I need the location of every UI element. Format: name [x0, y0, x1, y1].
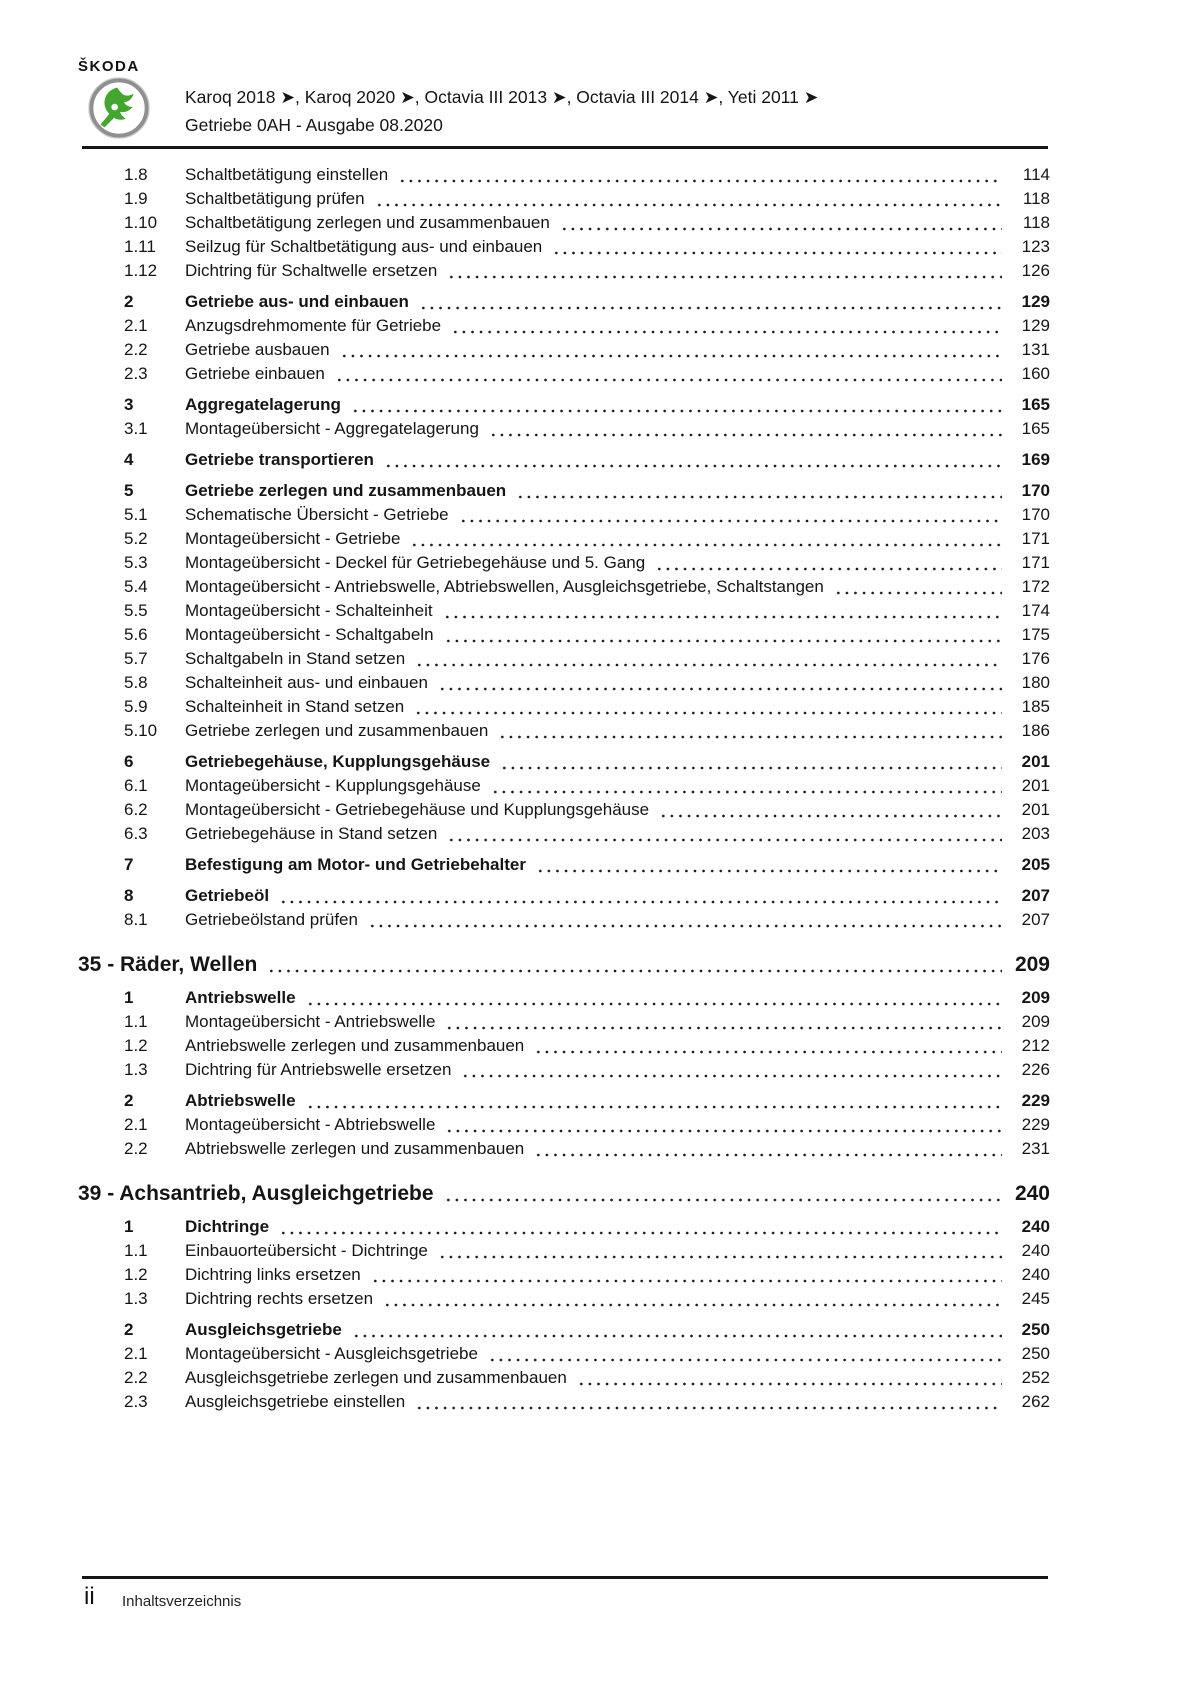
entry-page: 240	[1021, 1265, 1050, 1284]
entry-title: Montageübersicht - Abtriebswelle	[185, 1115, 436, 1134]
dot-leader	[659, 814, 1002, 818]
entry-page: 207	[1021, 910, 1050, 929]
entry-number: 1	[124, 1217, 134, 1236]
entry-page: 131	[1021, 340, 1050, 359]
entry-number: 1.1	[124, 1241, 148, 1260]
entry-page: 170	[1021, 481, 1050, 500]
entry-page: 174	[1021, 601, 1050, 620]
skoda-winged-arrow-icon	[76, 77, 162, 144]
toc-entry-row	[0, 479, 1191, 503]
toc-entry-row	[0, 338, 1191, 362]
dot-leader	[351, 409, 1002, 413]
toc-entry-row	[0, 750, 1191, 774]
dot-leader	[447, 275, 1002, 279]
entry-number: 1.3	[124, 1060, 148, 1079]
entry-page: 171	[1021, 553, 1050, 572]
toc	[0, 163, 1191, 1414]
entry-title: Getriebe zerlegen und zusammenbauen	[185, 481, 507, 500]
entry-page: 176	[1021, 649, 1050, 668]
entry-page: 209	[1021, 1012, 1050, 1031]
header-subtitle-line: Getriebe 0AH - Ausgabe 08.2020	[185, 115, 443, 135]
entry-page: 226	[1021, 1060, 1050, 1079]
entry-number: 5.6	[124, 625, 148, 644]
entry-number: 1.11	[124, 237, 156, 256]
entry-page: 175	[1021, 625, 1050, 644]
entry-number: 1.9	[124, 189, 148, 208]
entry-page: 245	[1021, 1289, 1050, 1308]
toc-entry-row	[0, 986, 1191, 1010]
chapter-label: 35 - Räder, Wellen	[78, 953, 258, 976]
entry-number: 1	[124, 988, 134, 1007]
entry-page: 229	[1021, 1115, 1050, 1134]
toc-entry-row	[0, 853, 1191, 877]
entry-number: 5.2	[124, 529, 148, 548]
entry-title: Aggregatelagerung	[185, 395, 341, 414]
toc-entry-row	[0, 393, 1191, 417]
entry-page: 170	[1021, 505, 1050, 524]
entry-number: 6.3	[124, 824, 148, 843]
entry-number: 4	[124, 450, 134, 469]
entry-title: Ausgleichsgetriebe	[185, 1320, 342, 1339]
entry-page: 212	[1021, 1036, 1050, 1055]
entry-title: Ausgleichsgetriebe zerlegen und zusammenbauen	[185, 1368, 567, 1387]
entry-page: 114	[1022, 165, 1050, 184]
toc-entry-row	[0, 575, 1191, 599]
entry-number: 6.2	[124, 800, 148, 819]
entry-number: 5.10	[124, 721, 158, 740]
entry-number: 2.2	[124, 1368, 148, 1387]
dot-leader	[438, 1255, 1002, 1259]
skoda-logo	[76, 58, 162, 144]
toc-entry-row	[0, 671, 1191, 695]
entry-title: Dichtring rechts ersetzen	[185, 1289, 374, 1308]
entry-number: 2	[124, 1091, 134, 1110]
entry-title: Montageübersicht - Deckel für Getriebegehäuse und 5. Gang	[185, 553, 646, 572]
toc-entry-row	[0, 290, 1191, 314]
toc-entry-row	[0, 599, 1191, 623]
entry-number: 3	[124, 395, 134, 414]
entry-number: 1.2	[124, 1036, 148, 1055]
footer-page-number: ii	[84, 1583, 95, 1610]
entry-page: 169	[1021, 450, 1050, 469]
entry-number: 2	[124, 292, 134, 311]
dot-leader	[306, 1105, 1002, 1109]
toc-entry-row	[0, 1342, 1191, 1366]
toc-entry-row	[0, 235, 1191, 259]
dot-leader	[352, 1334, 1002, 1338]
entry-number: 2.2	[124, 1139, 148, 1158]
toc-entry-row	[0, 647, 1191, 671]
dot-leader	[560, 227, 1002, 231]
entry-page: 240	[1021, 1217, 1050, 1236]
entry-title: Montageübersicht - Antriebswelle	[185, 1012, 436, 1031]
toc-entry-row	[0, 884, 1191, 908]
entry-page: 201	[1021, 752, 1050, 771]
dot-leader	[375, 203, 1002, 207]
dot-leader	[335, 378, 1002, 382]
dot-leader	[368, 924, 1002, 928]
dot-leader	[444, 1198, 1002, 1202]
entry-title: Dichtring für Schaltwelle ersetzen	[185, 261, 438, 280]
entry-number: 1.3	[124, 1289, 148, 1308]
entry-title: Getriebe ausbauen	[185, 340, 330, 359]
skoda-brand-text: ŠKODA	[78, 58, 140, 75]
entry-page: 171	[1021, 529, 1050, 548]
toc-chapter-row	[0, 951, 1191, 978]
entry-page: 209	[1021, 988, 1050, 1007]
entry-number: 5.1	[124, 505, 148, 524]
entry-number: 2.1	[124, 1344, 148, 1363]
entry-number: 2.1	[124, 1115, 148, 1134]
entry-page: 185	[1021, 697, 1050, 716]
dot-leader	[445, 1129, 1002, 1133]
entry-page: 231	[1021, 1139, 1050, 1158]
dot-leader	[383, 1303, 1002, 1307]
toc-entry-row	[0, 1010, 1191, 1034]
entry-number: 6	[124, 752, 134, 771]
toc-entry-row	[0, 211, 1191, 235]
toc-entry-row	[0, 1137, 1191, 1161]
dot-leader	[267, 969, 1002, 973]
entry-title: Getriebe aus- und einbauen	[185, 292, 409, 311]
toc-entry-row	[0, 1089, 1191, 1113]
entry-title: Antriebswelle	[185, 988, 296, 1007]
entry-number: 2	[124, 1320, 134, 1339]
entry-page: 205	[1021, 855, 1050, 874]
entry-page: 201	[1021, 776, 1050, 795]
entry-title: Getriebeölstand prüfen	[185, 910, 358, 929]
entry-title: Dichtring für Antriebswelle ersetzen	[185, 1060, 452, 1079]
entry-page: 250	[1021, 1320, 1050, 1339]
entry-title: Getriebe zerlegen und zusammenbauen	[185, 721, 489, 740]
toc-entry-row	[0, 362, 1191, 386]
entry-title: Montageübersicht - Kupplungsgehäuse	[185, 776, 481, 795]
toc-entry-row	[0, 314, 1191, 338]
dot-leader	[306, 1002, 1002, 1006]
dot-leader	[415, 1406, 1002, 1410]
entry-title: Schematische Übersicht - Getriebe	[185, 505, 449, 524]
footer-divider	[82, 1576, 1048, 1579]
dot-leader	[534, 1153, 1002, 1157]
entry-number: 5.5	[124, 601, 148, 620]
entry-page: 180	[1021, 673, 1050, 692]
entry-title: Schaltgabeln in Stand setzen	[185, 649, 406, 668]
toc-entry-row	[0, 798, 1191, 822]
toc-entry-row	[0, 551, 1191, 575]
entry-title: Schalteinheit aus- und einbauen	[185, 673, 428, 692]
entry-number: 5	[124, 481, 134, 500]
dot-leader	[534, 1050, 1002, 1054]
entry-title: Befestigung am Motor- und Getriebehalter	[185, 855, 526, 874]
toc-entry-row	[0, 1239, 1191, 1263]
toc-entry-row	[0, 187, 1191, 211]
entry-title: Montageübersicht - Getriebegehäuse und Kupplungsgehäuse	[185, 800, 650, 819]
entry-number: 1.12	[124, 261, 158, 280]
dot-leader	[516, 495, 1002, 499]
toc-entry-row	[0, 1318, 1191, 1342]
toc-chapter-row	[0, 1180, 1191, 1207]
dot-leader	[491, 790, 1002, 794]
entry-title: Dichtring links ersetzen	[185, 1265, 361, 1284]
entry-number: 1.8	[124, 165, 148, 184]
dot-leader	[834, 591, 1002, 595]
toc-entry-row	[0, 1366, 1191, 1390]
entry-title: Schaltbetätigung zerlegen und zusammenbauen	[185, 213, 550, 232]
toc-entry-row	[0, 1287, 1191, 1311]
toc-entry-row	[0, 774, 1191, 798]
dot-leader	[488, 1358, 1002, 1362]
entry-number: 5.8	[124, 673, 148, 692]
dot-leader	[279, 900, 1002, 904]
toc-entry-row	[0, 623, 1191, 647]
entry-title: Montageübersicht - Ausgleichsgetriebe	[185, 1344, 478, 1363]
entry-title: Dichtringe	[185, 1217, 270, 1236]
toc-entry-row	[0, 719, 1191, 743]
dot-leader	[447, 838, 1002, 842]
entry-page: 129	[1021, 292, 1050, 311]
header-divider	[82, 146, 1048, 149]
entry-number: 5.9	[124, 697, 148, 716]
entry-title: Getriebeöl	[185, 886, 270, 905]
entry-page: 123	[1021, 237, 1050, 256]
entry-page: 165	[1021, 395, 1050, 414]
entry-title: Schaltbetätigung prüfen	[185, 189, 365, 208]
footer-section-label: Inhaltsverzeichnis	[122, 1593, 242, 1610]
entry-number: 2.3	[124, 364, 148, 383]
entry-number: 2.1	[124, 316, 148, 335]
entry-page: 186	[1021, 721, 1050, 740]
entry-title: Seilzug für Schaltbetätigung aus- und einbauen	[185, 237, 543, 256]
entry-number: 6.1	[124, 776, 148, 795]
entry-title: Schalteinheit in Stand setzen	[185, 697, 405, 716]
entry-page: 203	[1021, 824, 1050, 843]
dot-leader	[384, 464, 1002, 468]
dot-leader	[451, 330, 1002, 334]
dot-leader	[655, 567, 1002, 571]
dot-leader	[415, 663, 1002, 667]
entry-number: 7	[124, 855, 134, 874]
entry-title: Einbauorteübersicht - Dichtringe	[185, 1241, 428, 1260]
entry-title: Getriebe einbauen	[185, 364, 325, 383]
toc-entry-row	[0, 503, 1191, 527]
entry-number: 2.3	[124, 1392, 148, 1411]
toc-entry-row	[0, 448, 1191, 472]
entry-page: 126	[1021, 261, 1050, 280]
dot-leader	[444, 639, 1002, 643]
header-models-line: Karoq 2018 ➤, Karoq 2020 ➤, Octavia III 2013 ➤, Octavia III 2014 ➤, Yeti 2011 ➤	[185, 87, 819, 107]
entry-number: 1.10	[124, 213, 158, 232]
entry-number: 2.2	[124, 340, 148, 359]
entry-page: 262	[1021, 1392, 1050, 1411]
dot-leader	[459, 519, 1002, 523]
chapter-page: 240	[1014, 1182, 1050, 1205]
toc-entry-row	[0, 259, 1191, 283]
toc-entry-row	[0, 695, 1191, 719]
entry-title: Getriebe transportieren	[185, 450, 374, 469]
dot-leader	[500, 766, 1002, 770]
entry-page: 250	[1021, 1344, 1050, 1363]
entry-title: Getriebegehäuse, Kupplungsgehäuse	[185, 752, 491, 771]
entry-number: 8	[124, 886, 134, 905]
dot-leader	[461, 1074, 1002, 1078]
entry-page: 201	[1021, 800, 1050, 819]
toc-entry-row	[0, 163, 1191, 187]
entry-page: 229	[1021, 1091, 1050, 1110]
entry-number: 5.4	[124, 577, 148, 596]
entry-title: Abtriebswelle	[185, 1091, 296, 1110]
entry-number: 3.1	[124, 419, 148, 438]
chapter-label: 39 - Achsantrieb, Ausgleichgetriebe	[78, 1182, 434, 1205]
entry-page: 172	[1021, 577, 1050, 596]
entry-page: 118	[1022, 189, 1050, 208]
dot-leader	[414, 711, 1002, 715]
entry-title: Anzugsdrehmomente für Getriebe	[185, 316, 442, 335]
entry-number: 5.7	[124, 649, 148, 668]
entry-number: 1.1	[124, 1012, 148, 1031]
entry-page: 240	[1021, 1241, 1050, 1260]
dot-leader	[577, 1382, 1002, 1386]
dot-leader	[445, 1026, 1002, 1030]
toc-entry-row	[0, 527, 1191, 551]
toc-entry-row	[0, 908, 1191, 932]
entry-title: Getriebegehäuse in Stand setzen	[185, 824, 438, 843]
toc-entry-row	[0, 822, 1191, 846]
entry-page: 118	[1022, 213, 1050, 232]
dot-leader	[279, 1231, 1002, 1235]
entry-page: 165	[1021, 419, 1050, 438]
entry-title: Schaltbetätigung einstellen	[185, 165, 389, 184]
toc-entry-row	[0, 1113, 1191, 1137]
dot-leader	[498, 735, 1002, 739]
toc-entry-row	[0, 1058, 1191, 1082]
entry-page: 129	[1021, 316, 1050, 335]
toc-entry-row	[0, 1034, 1191, 1058]
toc-entry-row	[0, 1263, 1191, 1287]
chapter-page: 209	[1014, 953, 1050, 976]
toc-entry-row	[0, 417, 1191, 441]
dot-leader	[438, 687, 1002, 691]
entry-title: Abtriebswelle zerlegen und zusammenbauen	[185, 1139, 525, 1158]
entry-title: Montageübersicht - Getriebe	[185, 529, 401, 548]
entry-title: Montageübersicht - Schalteinheit	[185, 601, 433, 620]
entry-page: 207	[1021, 886, 1050, 905]
toc-entry-row	[0, 1215, 1191, 1239]
entry-title: Montageübersicht - Schaltgabeln	[185, 625, 434, 644]
entry-title: Montageübersicht - Antriebswelle, Abtriebswellen, Ausgleichsgetriebe, Schaltstangen	[185, 577, 824, 596]
dot-leader	[552, 251, 1002, 255]
dot-leader	[371, 1279, 1002, 1283]
entry-page: 160	[1021, 364, 1050, 383]
entry-title: Ausgleichsgetriebe einstellen	[185, 1392, 406, 1411]
entry-number: 5.3	[124, 553, 148, 572]
document-header	[185, 83, 818, 139]
entry-number: 8.1	[124, 910, 148, 929]
dot-leader	[419, 306, 1002, 310]
dot-leader	[410, 543, 1002, 547]
entry-title: Montageübersicht - Aggregatelagerung	[185, 419, 479, 438]
dot-leader	[489, 433, 1002, 437]
toc-entry-row	[0, 1390, 1191, 1414]
dot-leader	[443, 615, 1002, 619]
entry-page: 252	[1021, 1368, 1050, 1387]
entry-number: 1.2	[124, 1265, 148, 1284]
entry-title: Antriebswelle zerlegen und zusammenbauen	[185, 1036, 525, 1055]
dot-leader	[398, 179, 1002, 183]
dot-leader	[340, 354, 1002, 358]
dot-leader	[536, 869, 1002, 873]
